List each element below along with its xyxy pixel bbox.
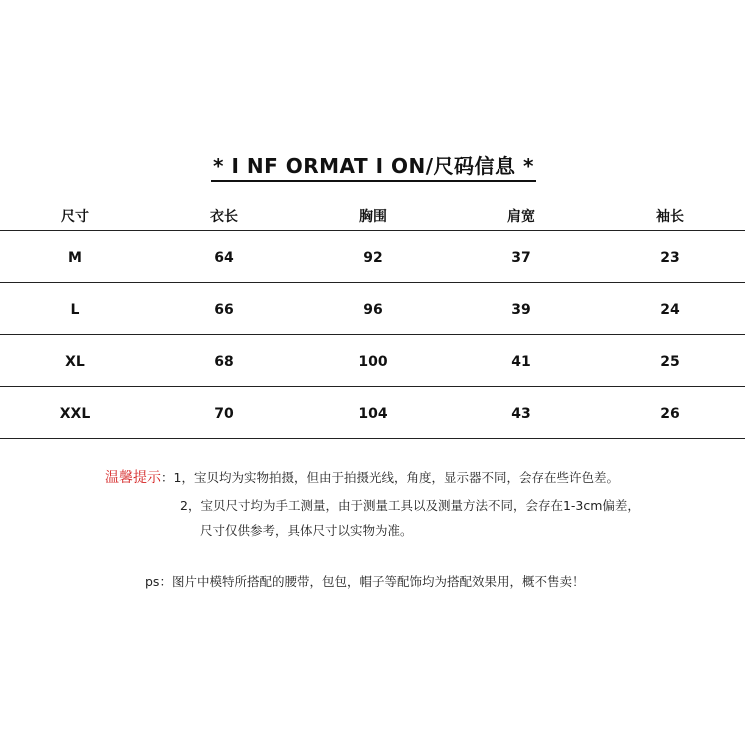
notes-label: 温馨提示 — [105, 470, 161, 486]
table-cell: L — [70, 302, 80, 318]
page-title — [0, 150, 747, 179]
table-cell: 70 — [214, 406, 234, 422]
table-cell: 92 — [363, 250, 383, 266]
header-sleeve: 袖长 — [656, 209, 684, 225]
note-line-1 — [105, 467, 619, 487]
table-row — [0, 386, 747, 438]
table-header-row — [0, 200, 747, 230]
ps-note: ps：图片中模特所搭配的腰带，包包，帽子等配饰均为搭配效果用，概不售卖！ — [145, 574, 585, 589]
table-cell: 64 — [214, 250, 234, 266]
table-cell: 37 — [511, 250, 531, 266]
table-cell: 26 — [660, 406, 680, 422]
table-cell: XXL — [59, 406, 91, 422]
table-cell: 41 — [511, 354, 531, 370]
table-cell: M — [68, 250, 82, 266]
header-length: 衣长 — [210, 209, 238, 225]
table-cell: 66 — [214, 302, 234, 318]
table-cell: 24 — [660, 302, 680, 318]
note-line-2: 2，宝贝尺寸均为手工测量，由于测量工具以及测量方法不同，会存在1-3cm偏差， — [180, 498, 640, 513]
size-table — [0, 200, 747, 438]
table-cell: 25 — [660, 354, 680, 370]
table-row — [0, 334, 747, 386]
note-text-1: ：1，宝贝均为实物拍摄，但由于拍摄光线，角度，显示器不同，会存在些许色差。 — [161, 470, 619, 485]
header-chest: 胸围 — [359, 209, 387, 225]
table-cell: 39 — [511, 302, 531, 318]
table-cell: 23 — [660, 250, 680, 266]
table-cell: 43 — [511, 406, 531, 422]
table-cell: 100 — [358, 354, 388, 370]
note-line-3: 尺寸仅供参考，具体尺寸以实物为准。 — [200, 523, 413, 538]
header-shoulder: 肩宽 — [507, 209, 535, 225]
divider — [0, 438, 745, 439]
table-row — [0, 230, 747, 282]
table-cell: XL — [65, 354, 85, 370]
table-cell: 96 — [363, 302, 383, 318]
table-cell: 104 — [358, 406, 388, 422]
table-cell: 68 — [214, 354, 234, 370]
page-title-text: * I NF ORMAT I ON/尺码信息 * — [211, 154, 536, 182]
header-size: 尺寸 — [61, 209, 89, 225]
table-row — [0, 282, 747, 334]
